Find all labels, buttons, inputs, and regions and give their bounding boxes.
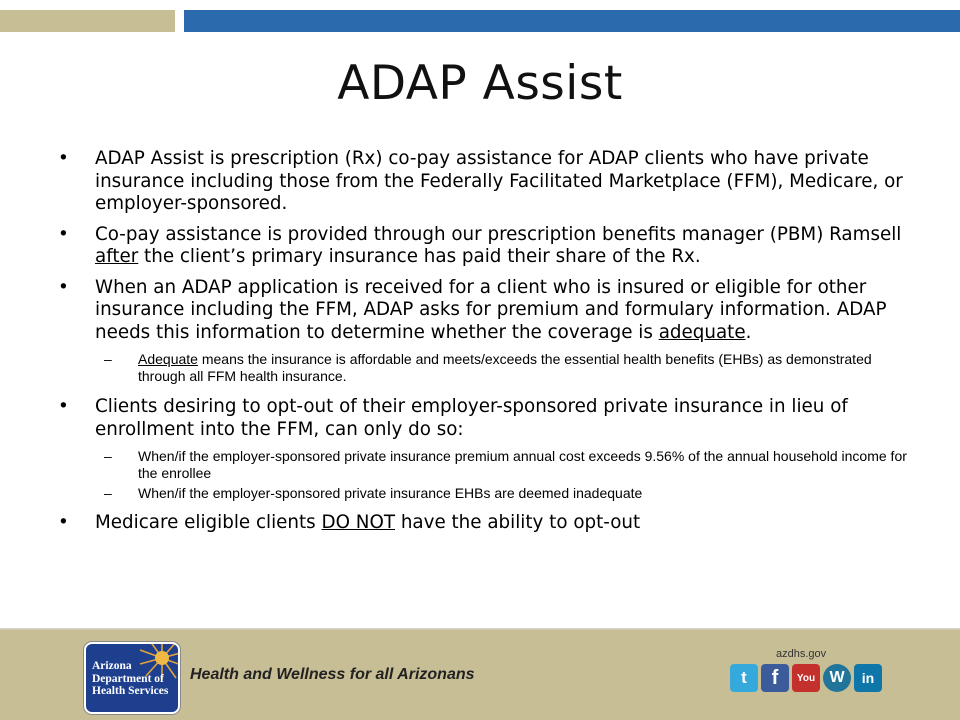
bullet-marker: • bbox=[58, 276, 69, 298]
top-accent-bar-tan bbox=[0, 10, 175, 32]
underlined-text: Adequate bbox=[138, 351, 198, 367]
dash-marker: – bbox=[104, 485, 112, 501]
slide-content bbox=[58, 148, 908, 542]
bullet-marker: • bbox=[58, 511, 69, 533]
dash-marker: – bbox=[104, 448, 112, 464]
bullet-text: When an ADAP application is received for a client who is insured or eligible for other insurance including the FFM, ADAP asks for premium and formulary information. ADAP needs this information to determine whether the coverage is adequate. bbox=[95, 276, 887, 343]
footer-tagline: Health and Wellness for all Arizonans bbox=[190, 666, 475, 683]
bullet-marker: • bbox=[58, 223, 69, 245]
social-icons bbox=[730, 664, 882, 692]
sub-bullet-text: Adequate means the insurance is affordable and meets/exceeds the essential health benefits (EHBs) as demonstrated through all FFM health insurance. bbox=[138, 351, 872, 384]
site-url[interactable]: azdhs.gov bbox=[776, 648, 827, 660]
sub-bullet-text: When/if the employer-sponsored private insurance EHBs are deemed inadequate bbox=[138, 485, 643, 501]
bullet-text: Medicare eligible clients DO NOT have the ability to opt-out bbox=[95, 511, 641, 533]
top-accent-bar-blue bbox=[184, 10, 960, 32]
underlined-text: adequate bbox=[658, 321, 746, 343]
sub-bullet-item bbox=[58, 485, 908, 502]
twitter-icon[interactable]: t bbox=[730, 664, 758, 692]
adhs-logo bbox=[84, 642, 180, 714]
youtube-icon[interactable]: You bbox=[792, 664, 820, 692]
bullet-item bbox=[58, 148, 908, 216]
underlined-text: after bbox=[95, 246, 139, 267]
bullet-item bbox=[58, 224, 908, 269]
bullet-item bbox=[58, 277, 908, 345]
sub-bullet-text: When/if the employer-sponsored private insurance premium annual cost exceeds 9.56% of the annual household income for the enrollee bbox=[138, 448, 907, 481]
bullet-marker: • bbox=[58, 396, 69, 417]
linkedin-icon[interactable]: in bbox=[854, 664, 882, 692]
wordpress-icon[interactable]: W bbox=[823, 664, 851, 692]
underlined-text: DO NOT bbox=[321, 511, 396, 533]
bullet-item bbox=[58, 512, 908, 535]
sub-bullet-item bbox=[58, 448, 908, 481]
bullet-text: Clients desiring to opt-out of their employer-sponsored private insurance in lieu of enrollment into the FFM, can only do so: bbox=[95, 396, 848, 440]
facebook-icon[interactable]: f bbox=[761, 664, 789, 692]
bullet-text: Co-pay assistance is provided through our prescription benefits manager (PBM) Ramsell after the client’s primary insurance has paid their share of the Rx. bbox=[95, 223, 902, 267]
sub-bullet-item bbox=[58, 351, 908, 384]
bullet-item bbox=[58, 396, 908, 441]
bullet-text: ADAP Assist is prescription (Rx) co-pay assistance for ADAP clients who have private insurance including those from the Federally Facilitated Marketplace (FFM), Medicare, or employer-sponsored. bbox=[95, 148, 903, 214]
logo-text: Arizona Department of Health Services bbox=[92, 660, 169, 697]
dash-marker: – bbox=[104, 351, 112, 367]
bullet-marker: • bbox=[58, 148, 69, 169]
slide-title: ADAP Assist bbox=[337, 56, 623, 111]
